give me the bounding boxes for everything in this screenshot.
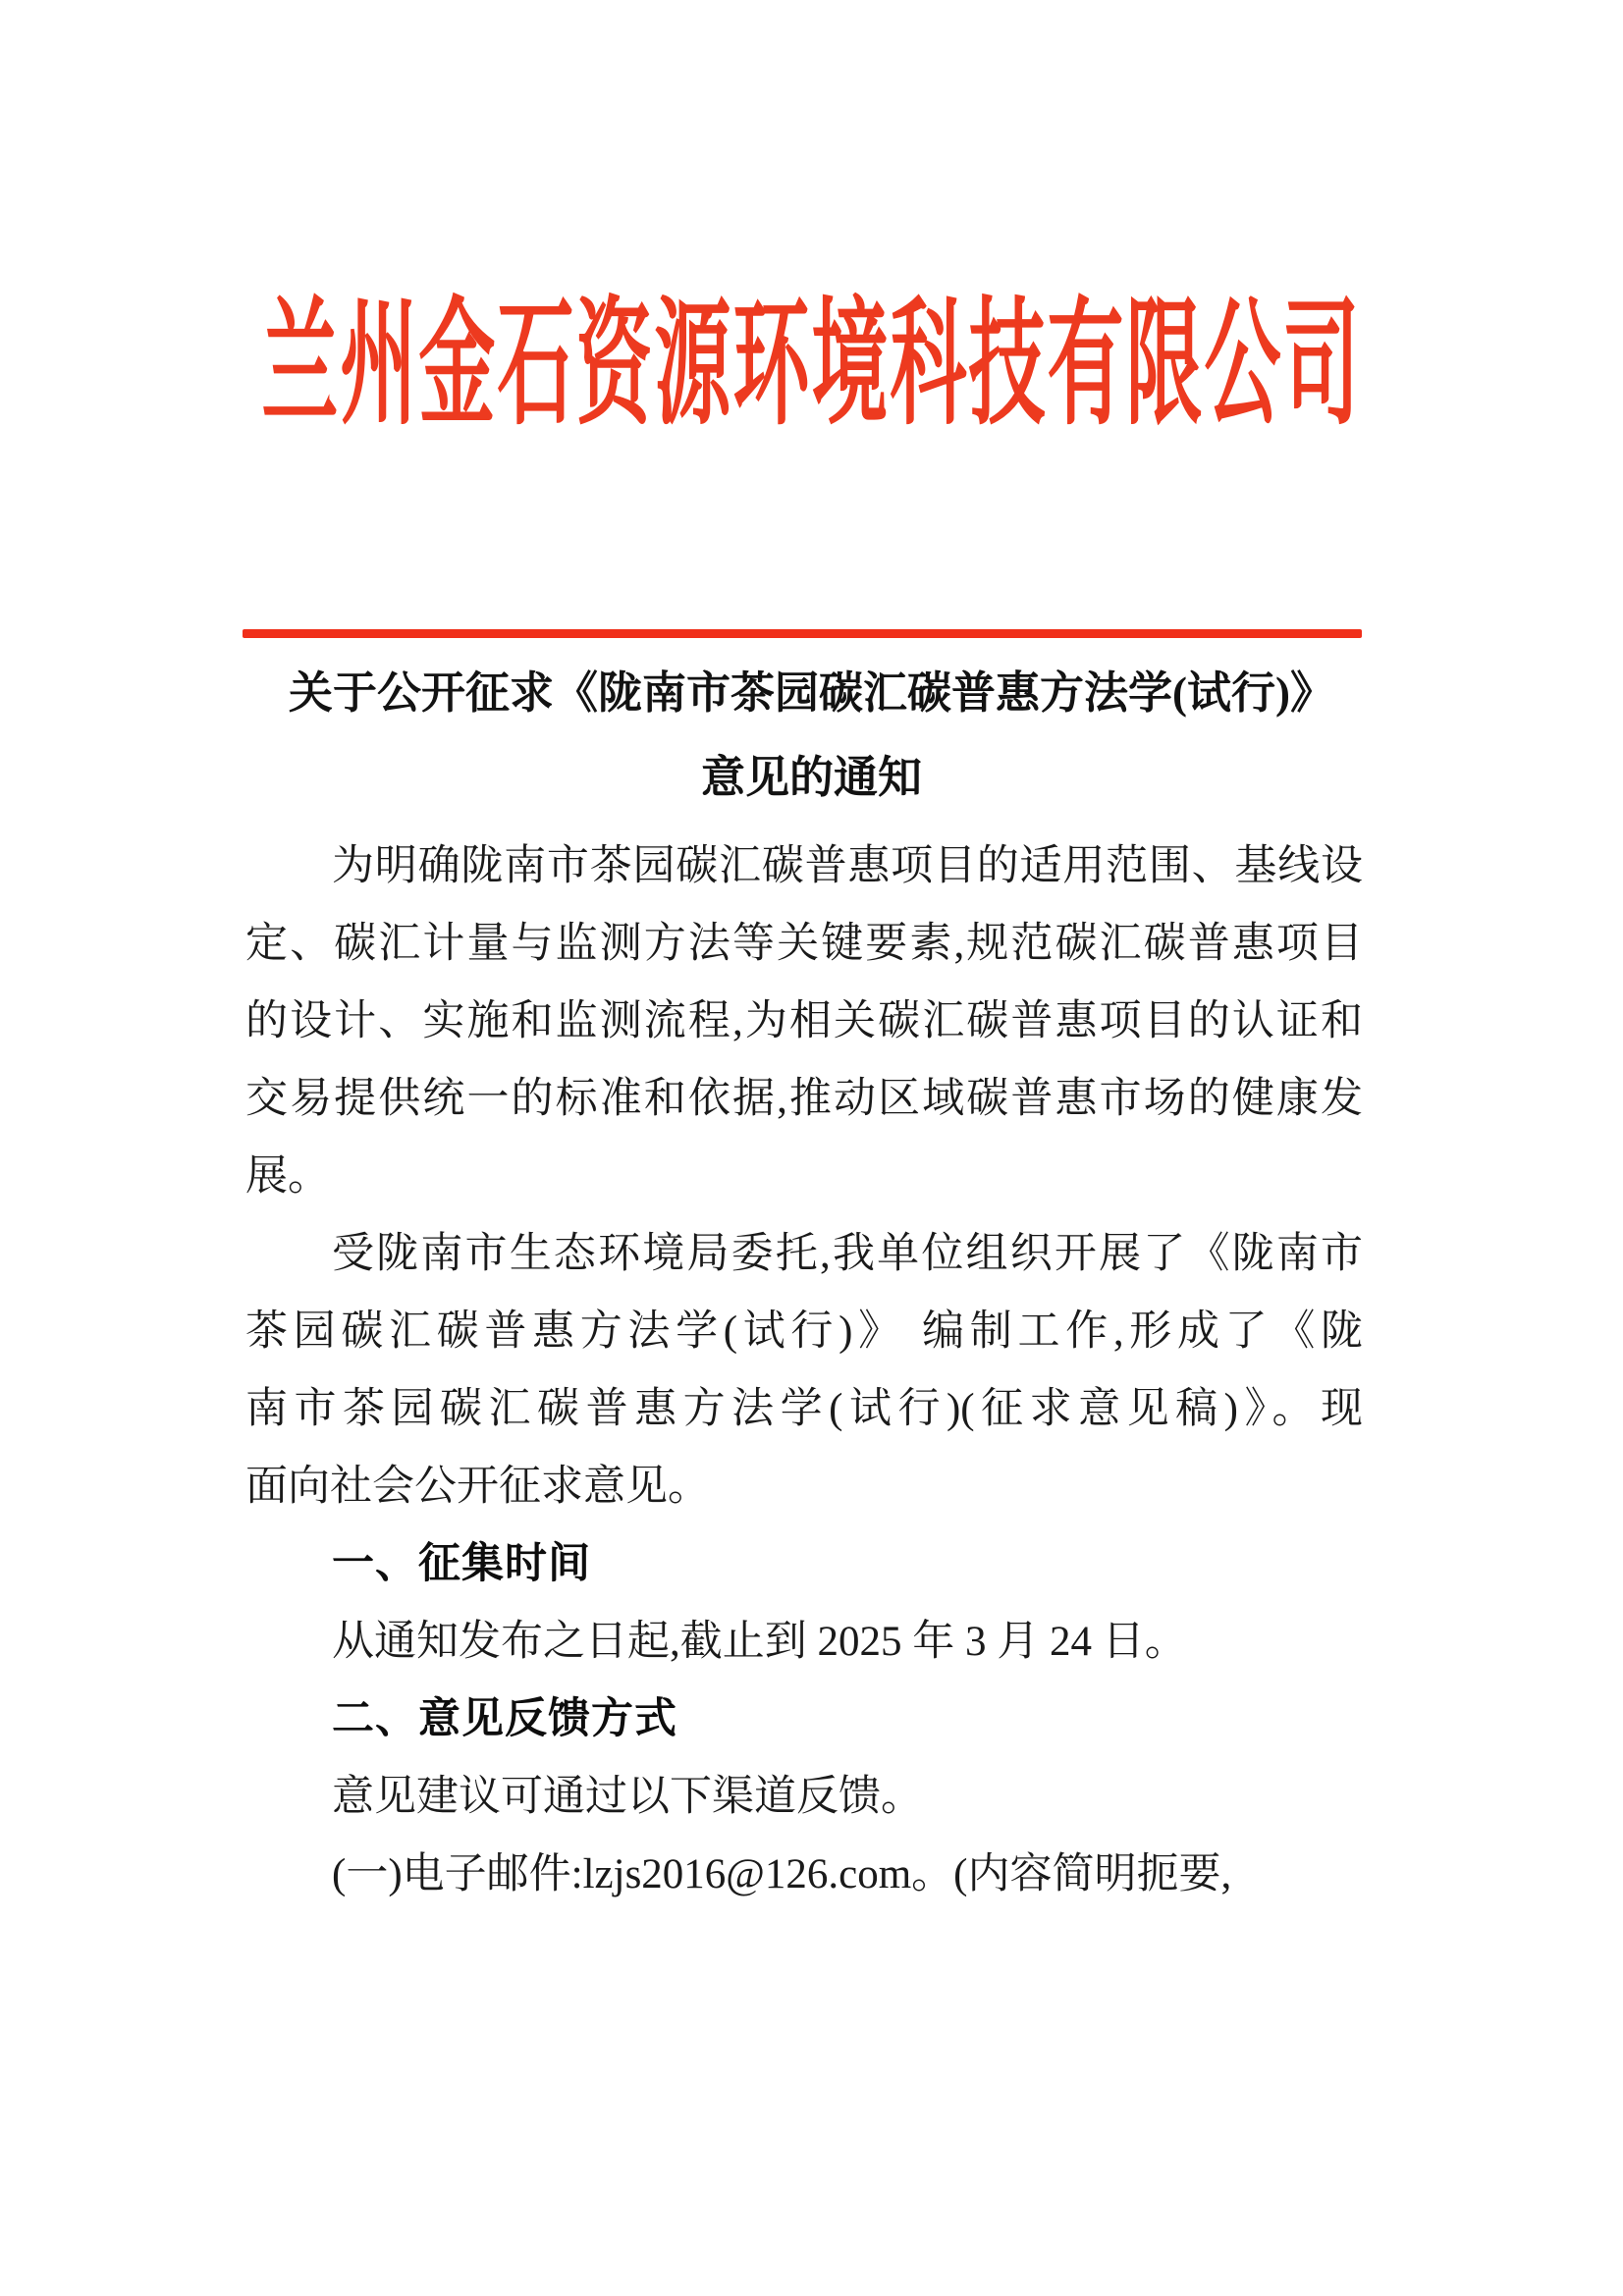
text-line: 南市茶园碳汇碳普惠方法学(试行)(征求意见稿)》。现	[245, 1386, 1363, 1432]
text-line: 茶园碳汇碳普惠方法学(试行)》 编制工作,形成了《陇	[245, 1308, 1363, 1355]
text-line: 面向社会公开征求意见。	[245, 1464, 710, 1510]
text-line: (一)电子邮件:lzjs2016@126.com。(内容简明扼要,	[332, 1851, 1232, 1897]
text-line: 定、碳汇计量与监测方法等关键要素,规范碳汇碳普惠项目	[245, 921, 1363, 967]
text-line: 意见建议可通过以下渠道反馈。	[332, 1774, 923, 1820]
document-title	[236, 651, 1387, 820]
text-line: 为明确陇南市茶园碳汇碳普惠项目的适用范围、基线设	[332, 843, 1363, 889]
text-line: 展。	[245, 1153, 330, 1200]
text-line: 的设计、实施和监测流程,为相关碳汇碳普惠项目的认证和	[245, 998, 1363, 1044]
text-line: 交易提供统一的标准和依据,推动区域碳普惠市场的健康发	[245, 1076, 1363, 1122]
letterhead	[0, 288, 1623, 444]
section-heading: 一、征集时间	[332, 1540, 591, 1587]
red-divider-line	[243, 629, 1362, 638]
company-name: 兰州金石资源环境科技有限公司	[261, 288, 1362, 442]
text-line: 受陇南市生态环境局委托,我单位组织开展了《陇南市	[332, 1231, 1363, 1277]
section-heading: 二、意见反馈方式	[332, 1695, 677, 1742]
document-body	[245, 828, 1363, 1913]
text-line: 从通知发布之日起,截止到 2025 年 3 月 24 日。	[332, 1619, 1187, 1665]
document-title-line2: 意见的通知	[700, 753, 922, 802]
document-title-line1: 关于公开征求《陇南市茶园碳汇碳普惠方法学(试行)》	[289, 668, 1334, 718]
